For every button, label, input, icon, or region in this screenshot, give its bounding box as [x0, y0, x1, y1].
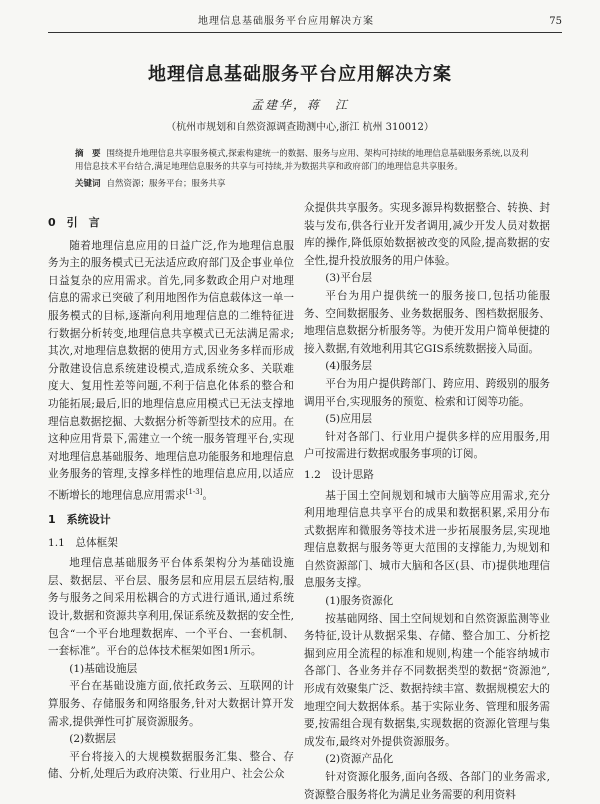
- item-4-paragraph: 平台为用户提供跨部门、跨应用、跨级别的服务调用平台,实现服务的预览、检索和订阅等功能。: [304, 377, 550, 408]
- item-6-heading: (1)服务资源化: [325, 595, 394, 608]
- item-3-paragraph: 平台为用户提供统一的服务接口,包括功能服务、空间数据服务、业务数据服务、图档数据服务、地理信息数据分析服务等。为使开发用户简单便捷的接入数据,有效地利用其它GIS系统数据接入局面。: [304, 289, 550, 355]
- intro-text: 随着地理信息应用的日益广泛,作为地理信息服务为主的服务模式已无法适应政府部门及企事业单位日益复杂的应用需求。首先,同多数政企用户对地理信息的需求已突破了利用地图作为信息载体这一单一服务模式的目标,逐渐向利用地理信息的二维特征进行数据分析转变,地理信息共享模式已无法满足需求;其次,对地理信息数据的使用方式,因业务多样而形成分散建设信息系统建设模式,造成系统众多、关联难度大、复用性差等问题,不利于信息化体系的整合和功能拓展;最后,旧的地理信息应用模式已无法支撑地理信息数据挖掘、大数据分析等新型技术的应用。在这种应用背景下,需建立一个统一服务管理平台,实现对地理信息基础服务、地理信息功能服务和地理信息业务服务的管理,支撑多样性的地理信息应用,以适应不断增长的地理信息应用需求: [48, 239, 294, 502]
- item-3-heading: (3)平台层: [325, 272, 372, 285]
- item-2-paragraph: 平台将接入的大规模数据服务汇集、整合、存储、分析,处理后为政府决策、行业用户、社会公众: [48, 750, 294, 781]
- item-1-heading: (1)基础设施层: [69, 662, 138, 675]
- keywords: [75, 178, 535, 191]
- item-7-heading: (2)资源产品化: [325, 753, 394, 766]
- subsection-1-2-paragraph: 基于国土空间规划和城市大脑等应用需求,充分利用地理信息共享平台的成果和数据积累,采用分布式数据库和微服务等技术进一步拓展服务层,实现地理信息数据与服务等更大范围的支撑能力,为规划和自然资源部门、城市大脑和各区(县、市)提供地理信息服务支撑。: [304, 489, 550, 590]
- page-number: 75: [549, 16, 562, 27]
- item-5-heading: (5)应用层: [325, 413, 372, 426]
- abstract: [75, 148, 535, 174]
- running-header: [48, 14, 562, 33]
- intro-citation: [1-3]: [185, 487, 203, 496]
- item-4-heading: (4)服务层: [325, 360, 372, 373]
- paper-title: 地理信息基础服务平台应用解决方案: [148, 64, 452, 85]
- abstract-label: 摘 要: [75, 149, 101, 159]
- paper-authors: 孟建华，蒋 江: [250, 98, 349, 112]
- continued-paragraph: 众提供共享服务。实现多源异构数据整合、转换、封装与发布,供各行业开发者调用,减少开发人员对数据库的操作,降低原始数据被改变的风险,提高数据的安全性,提升投放服务的用户体验。: [304, 202, 550, 267]
- item-1-paragraph: 平台在基础设施方面,依托政务云、互联网的计算服务、存储服务和网络服务,针对大数据计算开发需求,提供弹性可扩展资源服务。: [48, 680, 294, 728]
- section1-heading: 1 系统设计: [48, 513, 111, 527]
- running-title: 地理信息基础服务平台应用解决方案: [198, 16, 374, 27]
- abstract-text: 围绕提升地理信息共享服务模式,探索构建统一的数据、服务与应用、架构可持续的地理信息基础服务系统,以及利用信息技术平台结合,满足地理信息服务的共享与可持续,并为数据共享和政府部门的地理信息共享服务。: [75, 149, 529, 172]
- right-column: [304, 200, 550, 804]
- intro-heading: 0 引 言: [48, 216, 100, 229]
- subsection-1-1-heading: 1.1 总体框架: [48, 536, 118, 549]
- intro-paragraph: 随着地理信息应用的日益广泛,作为地理信息服务为主的服务模式已无法适应政府部门及企事业单位日益复杂的应用需求。首先,同多数政企用户对地理信息的需求已突破了利用地图作为信息载体这一单一服务模式的目标,逐渐向利用地理信息的二维特征进行数据分析转变,地理信息共享模式已无法满足需求;其次,对地理信息数据的使用方式,因业务多样而形成分散建设信息系统建设模式,造成系统众多、关联难度大、复用性差等问题,不利于信息化体系的整合和功能拓展;最后,旧的地理信息应用模式已无法支撑地理信息数据挖掘、大数据分析等新型技术的应用。在这种应用背景下,需建立一个统一服务管理平台,实现对地理信息基础服务、地理信息功能服务和地理信息业务服务的管理,支撑多样性的地理信息应用,以适应不断增长的地理信息应用需求[1-3]。: [48, 239, 294, 502]
- item-2-heading: (2)数据层: [69, 733, 116, 746]
- item-5-paragraph: 针对各部门、行业用户提供多样的应用服务,用户可按需进行数据或服务事项的订阅。: [304, 430, 550, 461]
- keywords-text: 自然资源；服务平台；服务共享: [106, 179, 226, 189]
- left-column: [48, 208, 294, 784]
- keywords-label: 关键词: [75, 179, 101, 189]
- subsection-1-1-paragraph: 地理信息基础服务平台体系架构分为基础设施层、数据层、平台层、服务层和应用层五层结构,服务与服务之间采用松耦合的方式进行通讯,通过系统设计,数据和资源共享利用,保证系统及数据的安全性,包含“一个平台地理数据库、一个平台、一套机制、一套标准”。平台的总体技术框架如图1所示。: [48, 557, 294, 658]
- item-7-paragraph: 针对资源化服务,面向各级、各部门的业务需求,资源整合服务将化为满足业务需要的利用资料: [304, 771, 550, 801]
- item-6-paragraph: 按基础网络、国土空间规划和自然资源监测等业务特征,设计从数据采集、存储、整合加工、分析挖掘到应用全流程的标准和规则,构建一个能容纳城市各部门、各业务并存不同数据类型的数据“资源池”,形成有效聚集广泛、数据持续丰富、数据规模宏大的地理空间大数据体系。基于实际业务、管理和服务需要,按需组合现有数据集,实现数据的资源化管理与集成发布,最终对外提供资源服务。: [304, 612, 550, 748]
- subsection-1-2-heading: 1.2 设计思路: [304, 468, 374, 481]
- paper-affiliation: （杭州市规划和自然资源调查勘测中心,浙江 杭州 310012）: [166, 122, 434, 133]
